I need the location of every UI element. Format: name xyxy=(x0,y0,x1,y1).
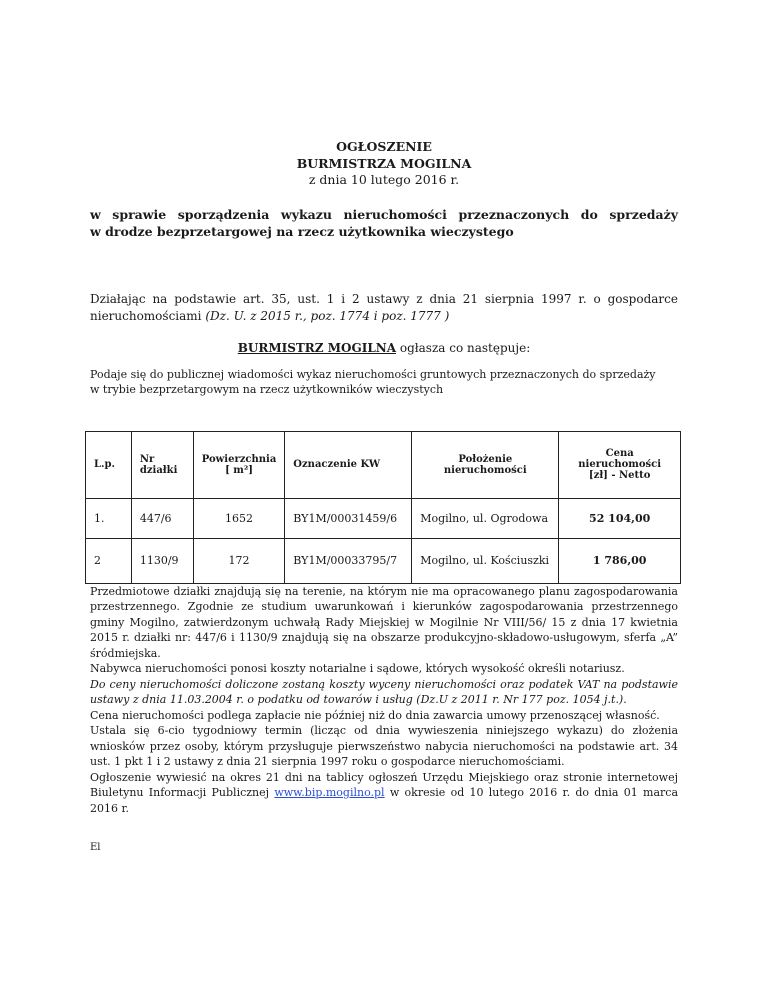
cell-area: 1652 xyxy=(193,498,285,538)
table-row xyxy=(86,498,681,538)
header-location: Położenie nieruchomości xyxy=(412,431,559,498)
intro-paragraph xyxy=(90,367,678,398)
cell-lp: 2 xyxy=(86,538,132,583)
posting-text-end: w okresie od 10 lutego 2016 r. do dnia 01 marca 2016 r. xyxy=(90,786,678,815)
intro-line-1: Podaje się do publicznej wiadomości wykaz nieruchomości gruntowych przeznaczonych do sprzedaży xyxy=(90,367,656,381)
property-table xyxy=(85,431,681,584)
legal-basis-line-1: Działając na podstawie art. 35, ust. 1 i 2 ustawy z dnia 21 sierpnia 1997 r. o gospodarce xyxy=(90,291,678,306)
costs-paragraph: Nabywca nieruchomości ponosi koszty notarialne i sądowe, których wysokość określi notariusz. xyxy=(90,662,625,675)
vat-paragraph: Do ceny nieruchomości doliczone zostaną koszty wyceny nieruchomości oraz podatek VAT na podstawie ustawy z dnia 11.03.2004 r. o podatku od towarów i usług (Dz.U z 2011 r. Nr 177 poz. 1054 j.t.). xyxy=(90,677,678,706)
cell-area: 172 xyxy=(193,538,285,583)
cell-location: Mogilno, ul. Ogrodowa xyxy=(412,498,559,538)
posting-paragraph xyxy=(90,770,678,817)
legal-basis-citation: (Dz. U. z 2015 r., poz. 1774 i poz. 1777 ) xyxy=(205,308,450,323)
header-nr: Nr działki xyxy=(131,431,193,498)
announcement-authority: BURMISTRZ MOGILNA xyxy=(237,340,397,355)
bip-link[interactable]: www.bip.mogilno.pl xyxy=(274,786,385,799)
zoning-paragraph: Przedmiotowe działki znajdują się na terenie, na którym nie ma opracowanego planu zagospodarowania przestrzennego. Zgodnie ze studium uwarunkowań i kierunków zagospodarowania przestrzennego gminy Mogilno, zatwierdzonym uchwałą Rady Miejskiej w Mogilnie Nr VIII/56/ 15 z dnia 17 kwietnia 2015 r. działki nr: 447/6 i 1130/9 znajdują się na obszarze produkcyjno-składowo-usługowym, sferfa „A” śródmiejska. xyxy=(90,584,678,660)
table-header-row xyxy=(86,431,681,498)
cell-location: Mogilno, ul. Kościuszki xyxy=(412,538,559,583)
table-row xyxy=(86,538,681,583)
header-area: Powierzchnia [ m²] xyxy=(193,431,285,498)
posting-text: Ogłoszenie wywiesić na okres 21 dni na tablicy ogłoszeń Urzędu Miejskiego oraz stronie internetowej Biuletynu Informacji Publicznej xyxy=(90,770,678,799)
footer-initials: El xyxy=(90,842,101,853)
announcement-text: ogłasza co następuje: xyxy=(396,340,531,355)
cell-nr: 1130/9 xyxy=(131,538,193,583)
legal-basis-text: nieruchomościami xyxy=(90,308,206,323)
intro-line-2: w trybie bezprzetargowym na rzecz użytkowników wieczystych xyxy=(90,383,444,396)
document-page xyxy=(90,0,678,816)
cell-price: 52 104,00 xyxy=(559,498,681,538)
document-header xyxy=(90,139,678,189)
header-price: Cena nieruchomości [zł] - Netto xyxy=(559,431,681,498)
cell-kw: BY1M/00031459/6 xyxy=(285,498,412,538)
deadline-paragraph: Ustala się 6-cio tygodniowy termin (licząc od dnia wywieszenia niniejszego wykazu) do złożenia wniosków przez osoby, którym przysługuje pierwszeństwo nabycia nieruchomości na podstawie art. 34 ust. 1 pkt 1 i 2 ustawy z dnia 21 sierpnia 1997 roku o gospodarce nieruchomościami. xyxy=(90,724,678,768)
header-authority: BURMISTRZA MOGILNA xyxy=(296,155,472,171)
cell-nr: 447/6 xyxy=(131,498,193,538)
cell-kw: BY1M/00033795/7 xyxy=(285,538,412,583)
cell-price: 1 786,00 xyxy=(559,538,681,583)
subject-line-1: w sprawie sporządzenia wykazu nieruchomości przeznaczonych do sprzedaży xyxy=(90,206,678,222)
cell-lp: 1. xyxy=(86,498,132,538)
payment-paragraph: Cena nieruchomości podlega zapłacie nie później niż do dnia zawarcia umowy przenoszącej własność. xyxy=(90,708,660,722)
header-title: OGŁOSZENIE xyxy=(336,139,432,154)
header-kw: Oznaczenie KW xyxy=(285,431,412,498)
legal-basis-line-2 xyxy=(90,308,678,325)
subject-line-2: w drodze bezprzetargowej na rzecz użytkownika wieczystego xyxy=(90,223,514,239)
header-lp: L.p. xyxy=(86,431,132,498)
legal-basis xyxy=(90,291,678,325)
body-paragraphs xyxy=(90,584,678,817)
announcement xyxy=(90,341,678,355)
header-date: z dnia 10 lutego 2016 r. xyxy=(308,172,460,187)
subject xyxy=(90,206,678,240)
